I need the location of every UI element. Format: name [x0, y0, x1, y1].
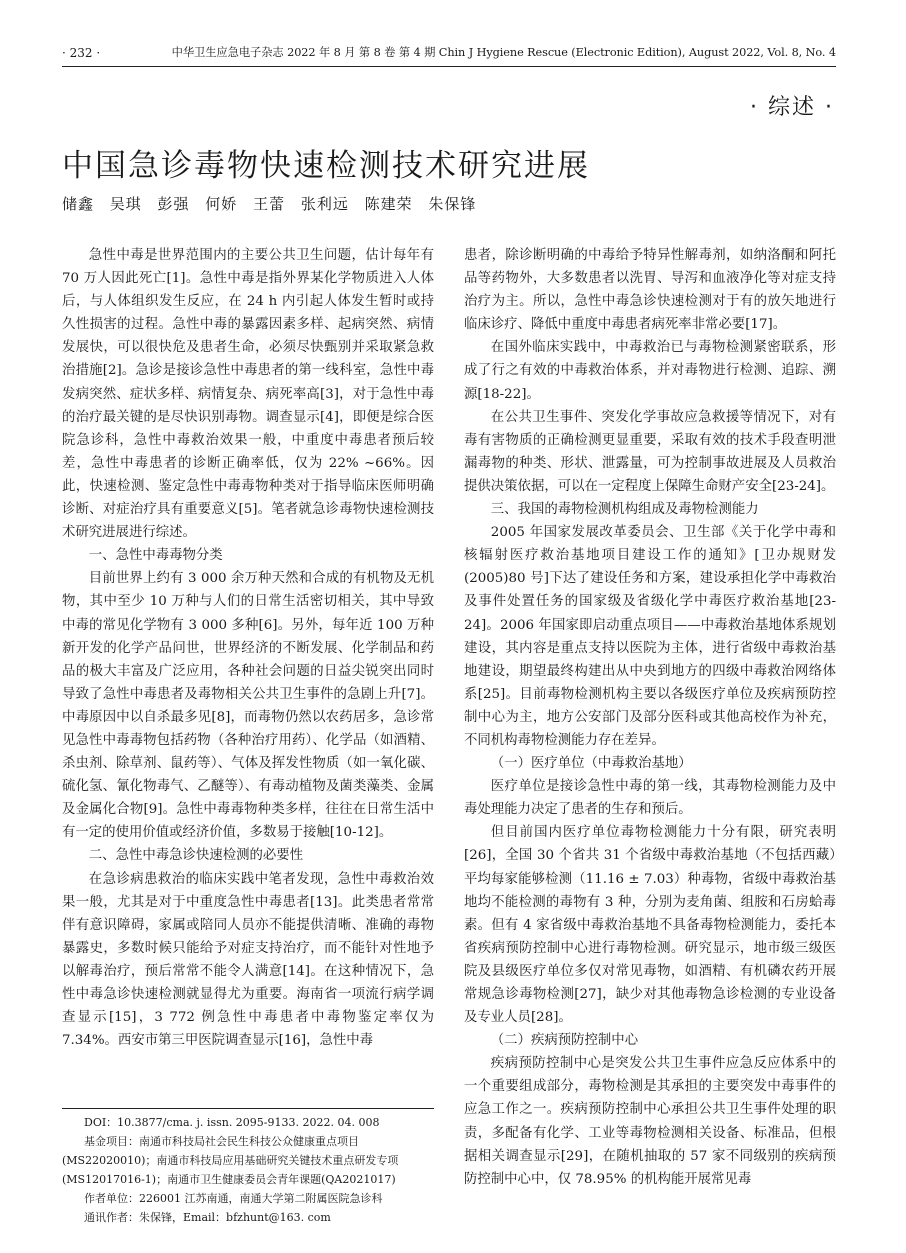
- body-paragraph: 在急诊病患救治的临床实践中笔者发现，急性中毒救治效果一般，尤其是对于中重度急性中毒患者[13]。此类患者常常伴有意识障碍，家属或陪同人员亦不能提供清晰、准确的毒物暴露史，多数时候只能给予对症支持治疗，而不能针对性地予以解毒治疗，预后常常不能令人满意[14]。在这种情况下，急性中毒急诊快速检测就显得尤为重要。海南省一项流行病学调查显示[15]，3 772 例急性中毒患者中毒物鉴定率仅为 7.34%。西安市第三甲医院调查显示[16]，急性中毒: [62, 871, 434, 1049]
- body-paragraph: 急性中毒是世界范围内的主要公共卫生问题，估计每年有 70 万人因此死亡[1]。急性中毒是指外界某化学物质进入人体后，与人体组织发生反应，在 24 h 内引起人体发生暂时或持久性损害的过程。急性中毒的暴露因素多样、起病突然、病情发展快，可以很快危及患者生命，必须尽快甄别并采取紧急救治措施[2]。急诊是接诊急性中毒患者的第一线科室，急性中毒发病突然、症状多样、病情复杂、病死率高[3]，对于急性中毒的治疗最关键的是尽快识别毒物。调查显示[4]，即便是综合医院急诊科，急性中毒救治效果一般，中重度中毒患者预后较差，急性中毒患者的诊断正确率低，仅为 22% ~66%。因此，快速检测、鉴定急性中毒毒物种类对于指导临床医师明确诊断、对症治疗具有重要意义[5]。笔者就急诊毒物快速检测技术研究进展进行综述。: [62, 248, 434, 541]
- doi-line: DOI：10.3877/cma. j. issn. 2095-9133. 2022. 04. 008: [84, 1116, 380, 1129]
- article-title: 中国急诊毒物快速检测技术研究进展: [62, 148, 590, 184]
- body-paragraph: 在国外临床实践中，中毒救治已与毒物检测紧密联系，形成了行之有效的中毒救治体系，并对毒物进行检测、追踪、溯源[18-22]。: [464, 340, 836, 402]
- body-paragraph: 患者，除诊断明确的中毒给予特异性解毒剂，如纳洛酮和阿托品等药物外，大多数患者以洗胃、导泻和血液净化等对症支持治疗为主。所以，急性中毒急诊快速检测对于有的放矢地进行临床诊疗、降低中重度中毒患者病死率非常必要[17]。: [464, 248, 836, 333]
- left-column: [62, 244, 434, 1052]
- affiliation-line: 作者单位：226001 江苏南通，南通大学第二附属医院急诊科: [84, 1192, 383, 1205]
- funding-line: 基金项目：南通市科技局社会民生科技公众健康重点项目(MS22020010)；南通市科技局应用基础研究关键技术重点研发专项(MS12017016-1)；南通市卫生健康委员会青年课题(QA2021017): [62, 1135, 399, 1186]
- body-paragraph: 但目前国内医疗单位毒物检测能力十分有限，研究表明[26]，全国 30 个省共 31 个省级中毒救治基地（不包括西藏）平均每家能够检测（11.16 ± 7.03）种毒物，省级中毒救治基地均不能检测的毒物有 3 种，分别为麦角菌、组胺和石房蛤毒素。但有 4 家省级中毒救治基地不具备毒物检测能力，委托本省疾病预防控制中心进行毒物检测。研究显示，地市级三级医院及县级医疗单位多仅对常见毒物，如酒精、有机磷农药开展常规急诊毒物检测[27]，缺少对其他毒物急诊检测的专业设备及专业人员[28]。: [464, 825, 836, 1026]
- running-header: [62, 44, 836, 67]
- right-column: [464, 244, 836, 1191]
- section-heading: 三、我国的毒物检测机构组成及毒物检测能力: [490, 502, 759, 518]
- section-heading: （二）疾病预防控制中心: [490, 1033, 639, 1049]
- body-paragraph: 疾病预防控制中心是突发公共卫生事件应急反应体系中的一个重要组成部分，毒物检测是其承担的主要突发中毒事件的应急工作之一。疾病预防控制中心承担公共卫生事件处理的职责，多配备有化学、工业等毒物检测相关设备、标准品，但根据相关调查显示[29]，在随机抽取的 57 家不同级别的疾病预防控制中心中，仅 78.95% 的机构能开展常见毒: [464, 1056, 836, 1187]
- section-heading: 一、急性中毒毒物分类: [88, 548, 223, 564]
- page-number: · 232 ·: [62, 46, 101, 60]
- section-heading: 二、急性中毒急诊快速检测的必要性: [88, 848, 304, 864]
- author-list: 储鑫 吴琪 彭强 何娇 王蕾 张利远 陈建荣 朱保锋: [62, 195, 477, 213]
- body-paragraph: 在公共卫生事件、突发化学事故应急救援等情况下，对有毒有害物质的正确检测更显重要，采取有效的技术手段查明泄漏毒物的种类、形状、泄露量，可为控制事故进展及人员救治提供决策依据，可以在一定程度上保障生命财产安全[23-24]。: [464, 409, 836, 494]
- section-tag: · 综述 ·: [750, 95, 834, 120]
- correspondence-line: 通讯作者：朱保锋，Email：bfzhunt@163. com: [84, 1211, 331, 1224]
- body-paragraph: 2005 年国家发展改革委员会、卫生部《关于化学中毒和核辐射医疗救治基地项目建设工作的通知》[卫办规财发(2005)80 号]下达了建设任务和方案，建设承担化学中毒救治及事件处置任务的国家级及省级化学中毒医疗救治基地[23-24]。2006 年国家即启动重点项目——中毒救治基地体系规划建设，其内容是重点支持以医院为主体，进行省级中毒救治基地建设，期望最终构建出从中央到地方的四级中毒救治网络体系[25]。目前毒物检测机构主要以各级医疗单位及疾病预防控制中心为主，地方公安部门及部分医科或其他高校作为补充，不同机构毒物检测能力存在差异。: [464, 525, 836, 748]
- body-paragraph: 医疗单位是接诊急性中毒的第一线，其毒物检测能力及中毒处理能力决定了患者的生存和预后。: [464, 779, 836, 818]
- footnotes: [62, 1108, 434, 1227]
- section-heading: （一）医疗单位（中毒救治基地）: [490, 756, 692, 772]
- journal-citation: 中华卫生应急电子杂志 2022 年 8 月 第 8 卷 第 4 期 Chin J Hygiene Rescue (Electronic Edition), August 2022, Vol. 8, No. 4: [171, 46, 836, 59]
- body-paragraph: 目前世界上约有 3 000 余万种天然和合成的有机物及无机物，其中至少 10 万种与人们的日常生活密切相关，其中导致中毒的常见化学物有 3 000 多种[6]。另外，每年近 100 万种新开发的化学产品问世，世界经济的不断发展、化学制品和药品的极大丰富及广泛应用，各种社会问题的日益尖锐突出同时导致了急性中毒患者及毒物相关公共卫生事件的急剧上升[7]。中毒原因中以自杀最多见[8]，而毒物仍然以农药居多，急诊常见急性中毒毒物包括药物（各种治疗用药）、化学品（如酒精、杀虫剂、除草剂、鼠药等）、气体及挥发性物质（如一氧化碳、硫化氢、氰化物毒气、乙醚等）、有毒动植物及菌类藻类、金属及金属化合物[9]。急性中毒毒物种类多样，往往在日常生活中有一定的使用价值或经济价值，多数易于接触[10-12]。: [62, 571, 434, 841]
